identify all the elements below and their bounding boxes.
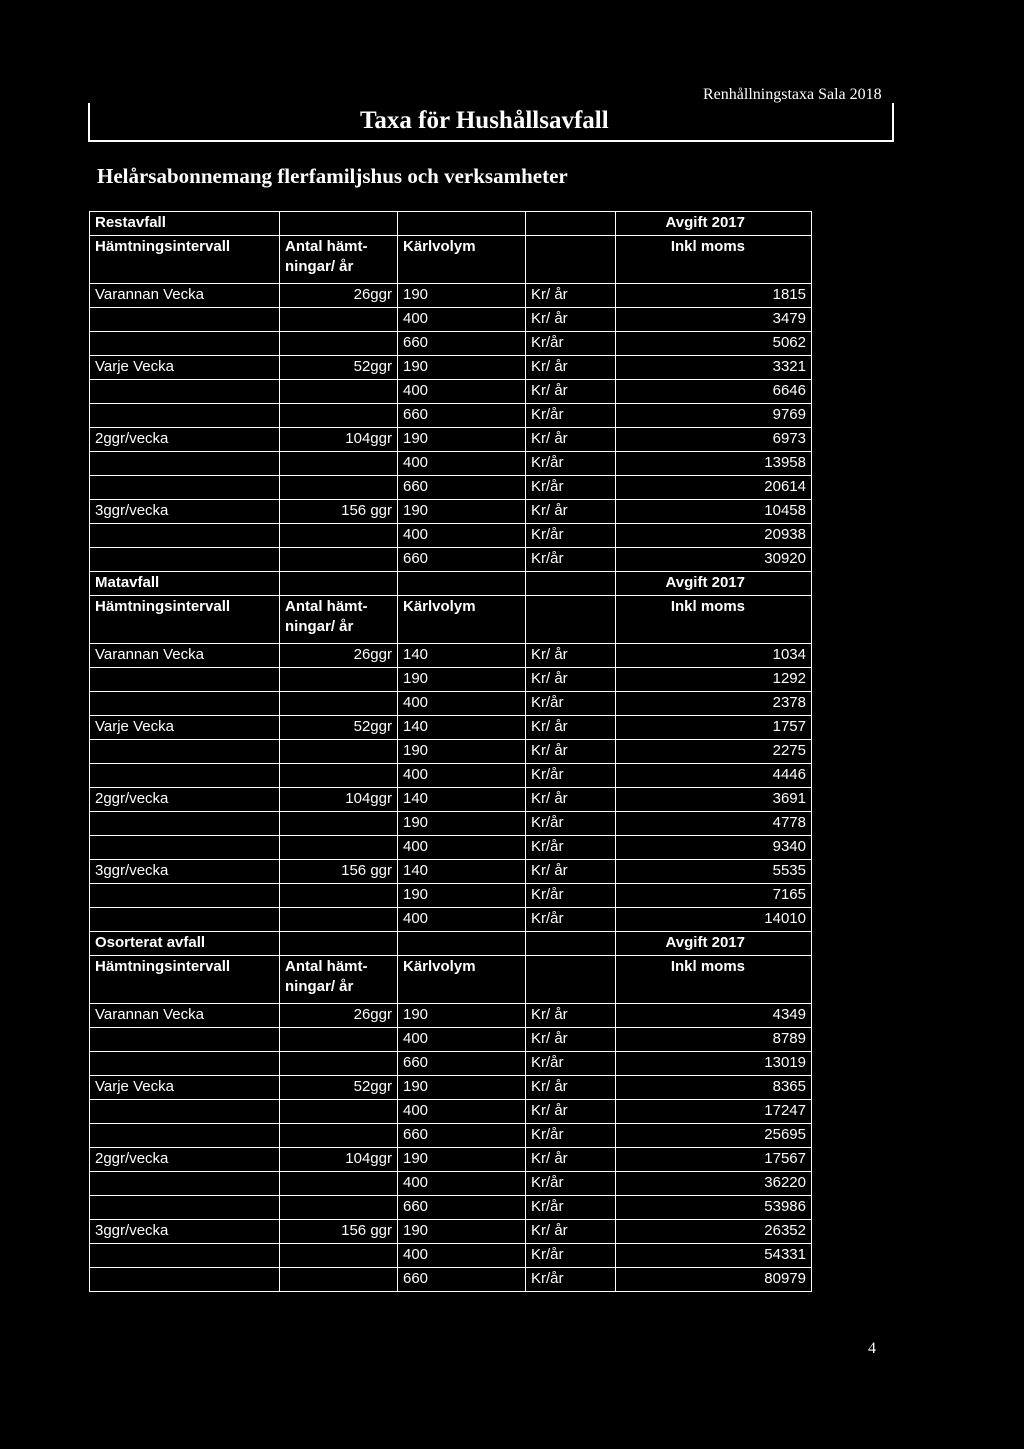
empty-cell [526,212,616,236]
interval-cell: 3ggr/vecka [90,1220,280,1244]
empty-cell [526,596,616,644]
count-cell: 156 ggr [280,860,398,884]
unit-cell: Kr/år [526,1244,616,1268]
count-cell [280,668,398,692]
table-row [90,548,812,572]
count-cell [280,884,398,908]
volume-cell: 660 [398,404,526,428]
count-cell: 26ggr [280,284,398,308]
interval-cell [90,740,280,764]
interval-cell: Varannan Vecka [90,644,280,668]
empty-cell [398,932,526,956]
unit-cell: Kr/år [526,476,616,500]
section-header-row [90,212,812,236]
volume-cell: 190 [398,500,526,524]
section-title: Osorterat avfall [90,932,280,956]
fee-cell: 3691 [616,788,812,812]
count-cell: 26ggr [280,644,398,668]
fee-cell: 1757 [616,716,812,740]
volume-cell: 190 [398,1004,526,1028]
interval-cell [90,308,280,332]
unit-cell: Kr/år [526,524,616,548]
volume-cell: 190 [398,1220,526,1244]
table-row [90,884,812,908]
count-cell [280,1124,398,1148]
column-header-row [90,956,812,1004]
table-row [90,1052,812,1076]
count-cell [280,836,398,860]
table-row [90,716,812,740]
count-heading: Antal hämt-ningar/ år [280,596,398,644]
unit-cell: Kr/ år [526,380,616,404]
count-cell [280,1100,398,1124]
interval-cell: 3ggr/vecka [90,500,280,524]
fee-cell: 8365 [616,1076,812,1100]
unit-cell: Kr/ år [526,1076,616,1100]
interval-cell: Varje Vecka [90,1076,280,1100]
table-row [90,908,812,932]
table-row [90,1244,812,1268]
interval-cell [90,1268,280,1292]
table-row [90,500,812,524]
fee-cell: 54331 [616,1244,812,1268]
table-row [90,1028,812,1052]
empty-cell [280,572,398,596]
fee-year-heading: Avgift 2017 [616,572,812,596]
fee-cell: 3479 [616,308,812,332]
count-cell [280,380,398,404]
fee-cell: 36220 [616,1172,812,1196]
count-cell [280,692,398,716]
unit-cell: Kr/ år [526,500,616,524]
interval-cell: 2ggr/vecka [90,428,280,452]
unit-cell: Kr/år [526,836,616,860]
unit-cell: Kr/år [526,812,616,836]
table-row [90,812,812,836]
table-row [90,644,812,668]
unit-cell: Kr/år [526,548,616,572]
table-row [90,860,812,884]
unit-cell: Kr/ år [526,644,616,668]
table-row [90,1196,812,1220]
count-cell [280,476,398,500]
interval-cell: 2ggr/vecka [90,1148,280,1172]
count-cell: 104ggr [280,428,398,452]
fee-cell: 9769 [616,404,812,428]
table-row [90,1076,812,1100]
volume-cell: 400 [398,308,526,332]
fee-cell: 26352 [616,1220,812,1244]
table-row [90,1124,812,1148]
fee-cell: 4349 [616,1004,812,1028]
count-heading: Antal hämt-ningar/ år [280,956,398,1004]
unit-cell: Kr/ år [526,1004,616,1028]
interval-cell [90,404,280,428]
count-heading: Antal hämt-ningar/ år [280,236,398,284]
table-row [90,764,812,788]
fee-cell: 20938 [616,524,812,548]
fee-vat-heading: Inkl moms [616,596,812,644]
empty-cell [526,572,616,596]
volume-cell: 400 [398,836,526,860]
volume-heading: Kärlvolym [398,596,526,644]
count-cell [280,1268,398,1292]
interval-cell: 3ggr/vecka [90,860,280,884]
interval-cell [90,764,280,788]
unit-cell: Kr/år [526,1052,616,1076]
interval-cell: Varannan Vecka [90,1004,280,1028]
fee-cell: 13019 [616,1052,812,1076]
volume-cell: 190 [398,812,526,836]
volume-cell: 660 [398,1124,526,1148]
empty-cell [526,956,616,1004]
interval-heading: Hämtningsintervall [90,236,280,284]
fee-cell: 17247 [616,1100,812,1124]
fee-cell: 53986 [616,1196,812,1220]
interval-cell [90,836,280,860]
table-row [90,668,812,692]
count-cell: 104ggr [280,1148,398,1172]
unit-cell: Kr/ år [526,716,616,740]
volume-cell: 190 [398,1076,526,1100]
volume-cell: 190 [398,356,526,380]
interval-cell [90,548,280,572]
fee-cell: 7165 [616,884,812,908]
unit-cell: Kr/ år [526,788,616,812]
count-cell [280,524,398,548]
unit-cell: Kr/ år [526,668,616,692]
count-cell [280,1028,398,1052]
count-cell [280,548,398,572]
unit-cell: Kr/ år [526,356,616,380]
column-header-row [90,236,812,284]
interval-cell [90,692,280,716]
volume-cell: 660 [398,1196,526,1220]
volume-cell: 140 [398,644,526,668]
table-row [90,1268,812,1292]
unit-cell: Kr/ år [526,308,616,332]
fee-cell: 80979 [616,1268,812,1292]
count-cell [280,1172,398,1196]
volume-cell: 400 [398,380,526,404]
volume-cell: 190 [398,740,526,764]
volume-cell: 190 [398,1148,526,1172]
unit-cell: Kr/år [526,332,616,356]
volume-cell: 400 [398,1172,526,1196]
volume-cell: 140 [398,716,526,740]
volume-cell: 400 [398,452,526,476]
table-row [90,428,812,452]
interval-heading: Hämtningsintervall [90,956,280,1004]
fee-cell: 4446 [616,764,812,788]
fee-cell: 1815 [616,284,812,308]
interval-cell [90,1124,280,1148]
interval-cell [90,1244,280,1268]
tariff-table [89,211,812,1292]
unit-cell: Kr/år [526,1268,616,1292]
interval-cell [90,1196,280,1220]
fee-cell: 20614 [616,476,812,500]
interval-cell: Varje Vecka [90,356,280,380]
unit-cell: Kr/ år [526,1220,616,1244]
table-row [90,1148,812,1172]
volume-cell: 190 [398,668,526,692]
fee-cell: 5062 [616,332,812,356]
interval-heading: Hämtningsintervall [90,596,280,644]
fee-year-heading: Avgift 2017 [616,932,812,956]
section-header-row [90,932,812,956]
table-row [90,1004,812,1028]
count-cell [280,908,398,932]
document-title: Taxa för Hushållsavfall [360,107,609,134]
empty-cell [280,932,398,956]
interval-cell [90,1172,280,1196]
unit-cell: Kr/år [526,1196,616,1220]
volume-cell: 400 [398,692,526,716]
count-cell: 156 ggr [280,1220,398,1244]
unit-cell: Kr/ år [526,740,616,764]
count-cell: 52ggr [280,356,398,380]
count-cell [280,740,398,764]
table-row [90,788,812,812]
interval-cell [90,1028,280,1052]
section-header-row [90,572,812,596]
volume-cell: 400 [398,764,526,788]
count-cell [280,308,398,332]
unit-cell: Kr/år [526,404,616,428]
interval-cell [90,1100,280,1124]
table-row [90,836,812,860]
count-cell: 26ggr [280,1004,398,1028]
table-row [90,380,812,404]
table-row [90,356,812,380]
unit-cell: Kr/år [526,1172,616,1196]
fee-cell: 2378 [616,692,812,716]
column-header-row [90,596,812,644]
table-row [90,1220,812,1244]
empty-cell [526,236,616,284]
volume-heading: Kärlvolym [398,956,526,1004]
unit-cell: Kr/år [526,692,616,716]
interval-cell [90,884,280,908]
fee-cell: 2275 [616,740,812,764]
count-cell [280,764,398,788]
fee-cell: 13958 [616,452,812,476]
volume-cell: 660 [398,1052,526,1076]
interval-cell: Varannan Vecka [90,284,280,308]
fee-cell: 6973 [616,428,812,452]
volume-cell: 140 [398,860,526,884]
unit-cell: Kr/ år [526,428,616,452]
count-cell: 52ggr [280,1076,398,1100]
fee-cell: 6646 [616,380,812,404]
fee-cell: 10458 [616,500,812,524]
fee-cell: 3321 [616,356,812,380]
unit-cell: Kr/år [526,764,616,788]
table-row [90,524,812,548]
interval-cell [90,332,280,356]
count-cell [280,404,398,428]
interval-cell [90,476,280,500]
unit-cell: Kr/år [526,884,616,908]
unit-cell: Kr/år [526,452,616,476]
count-cell [280,1196,398,1220]
volume-cell: 660 [398,548,526,572]
table-row [90,404,812,428]
unit-cell: Kr/ år [526,1148,616,1172]
count-cell: 104ggr [280,788,398,812]
fee-cell: 4778 [616,812,812,836]
unit-cell: Kr/år [526,908,616,932]
unit-cell: Kr/ år [526,1100,616,1124]
volume-cell: 400 [398,908,526,932]
fee-year-heading: Avgift 2017 [616,212,812,236]
table-row [90,692,812,716]
empty-cell [280,212,398,236]
volume-cell: 190 [398,284,526,308]
fee-cell: 1292 [616,668,812,692]
volume-cell: 400 [398,1028,526,1052]
table-row [90,476,812,500]
unit-cell: Kr/ år [526,284,616,308]
count-cell [280,452,398,476]
unit-cell: Kr/år [526,1124,616,1148]
section-title: Restavfall [90,212,280,236]
interval-cell [90,452,280,476]
fee-cell: 25695 [616,1124,812,1148]
table-row [90,332,812,356]
document-subtitle: Helårsabonnemang flerfamiljshus och verksamheter [97,164,568,188]
table-row [90,1100,812,1124]
volume-cell: 140 [398,788,526,812]
interval-cell [90,1052,280,1076]
count-cell [280,1052,398,1076]
count-cell [280,1244,398,1268]
fee-cell: 17567 [616,1148,812,1172]
table-row [90,308,812,332]
volume-cell: 400 [398,1244,526,1268]
interval-cell [90,668,280,692]
count-cell [280,812,398,836]
fee-vat-heading: Inkl moms [616,236,812,284]
empty-cell [398,572,526,596]
volume-heading: Kärlvolym [398,236,526,284]
empty-cell [398,212,526,236]
fee-cell: 5535 [616,860,812,884]
interval-cell [90,908,280,932]
table-row [90,1172,812,1196]
table-row [90,740,812,764]
section-title: Matavfall [90,572,280,596]
fee-cell: 30920 [616,548,812,572]
unit-cell: Kr/ år [526,860,616,884]
interval-cell [90,380,280,404]
interval-cell [90,524,280,548]
table-row [90,452,812,476]
document-reference: Renhållningstaxa Sala 2018 [703,86,882,103]
volume-cell: 400 [398,1100,526,1124]
volume-cell: 400 [398,524,526,548]
fee-cell: 1034 [616,644,812,668]
count-cell: 52ggr [280,716,398,740]
unit-cell: Kr/ år [526,1028,616,1052]
volume-cell: 190 [398,428,526,452]
interval-cell: 2ggr/vecka [90,788,280,812]
volume-cell: 660 [398,476,526,500]
fee-cell: 14010 [616,908,812,932]
interval-cell [90,812,280,836]
table-row [90,284,812,308]
fee-vat-heading: Inkl moms [616,956,812,1004]
interval-cell: Varje Vecka [90,716,280,740]
volume-cell: 660 [398,332,526,356]
empty-cell [526,932,616,956]
count-cell [280,332,398,356]
fee-cell: 9340 [616,836,812,860]
volume-cell: 660 [398,1268,526,1292]
page-number: 4 [868,1340,876,1357]
count-cell: 156 ggr [280,500,398,524]
volume-cell: 190 [398,884,526,908]
fee-cell: 8789 [616,1028,812,1052]
